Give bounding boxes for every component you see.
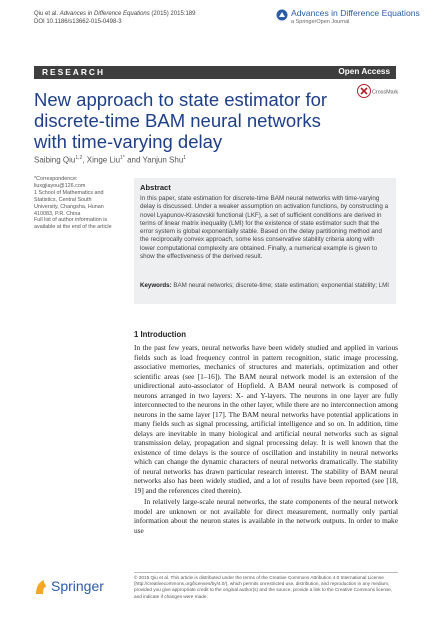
doi-link[interactable]: DOI 10.1186/s13662-015-0498-3 [34, 19, 122, 25]
article-title: New approach to state estimator for discrete-time BAM neural networks with time-varying delay [34, 89, 328, 152]
author-list [34, 155, 186, 165]
citation-authors: Qiu et al. [34, 11, 60, 17]
article-type-label: RESEARCH [42, 67, 105, 77]
crossmark-label: CrossMark [372, 89, 399, 96]
license-note: © 2015 Qiu et al. This article is distributed under the terms of the Creative Commons Attribution 4.0 International License (http://creativecommons.org/licenses/by/4.0/), which permits unrestricted use, distribution, and reproduction in any medium, provided you give appropriate credit to the original author(s) and the source, provide a link to the Creative Commons license, and indicate if changes were made. [134, 575, 393, 599]
citation-header [34, 10, 195, 26]
paragraph: In the past few years, neural networks have been widely studied and applied in various fields such as load frequency control in pattern recognition, static image processing, associative memories, mechanics of structures and materials, optimization and other scientific areas (see [1–16]). The BAM neural network model is an extension of the unidirectional auto-associator of Hopfield. A BAM neural network is composed of neurons arranged in two layers: X- and Y-layers. The neurons in one layer are fully interconnected to the neurons in the other layer, while there are no interconnection among neurons in the same layer [17]. The BAM neural networks have potential applications in many fields such as signal processing, artificial intelligence and so on. In addition, time delays are inevitable in many biological and artificial neural networks such as signal transmission delay, propagation and signal processing delay. It is well known that the existence of time delays is the source of oscillation and instability in neural networks which can change the dynamic characters of neural networks dramatically. The stability of neural networks has drawn particular research interest. The stability of BAM neural networks also has been widely studied, and a lot of results have been reported (see [18, 19] and the references cited therein). [134, 343, 398, 495]
author-affil: 1 [183, 155, 187, 161]
springer-wordmark: Springer [51, 578, 104, 594]
author-name[interactable]: , Xinge Liu [82, 155, 121, 165]
correspondence-email[interactable]: liuxgjiayou@126.com [34, 182, 86, 189]
abstract-heading: Abstract [140, 183, 171, 192]
citation-journal: Advances in Difference Equations [59, 11, 150, 17]
journal-title: Advances in Difference Equations [291, 8, 420, 18]
keywords-text: BAM neural networks; discrete-time; state estimation; exponential stability; LMI [171, 282, 389, 289]
article-type-bar [34, 66, 396, 79]
keywords-label: Keywords: [140, 282, 172, 289]
author-affil: 1* [120, 155, 125, 161]
section-heading: 1 Introduction [134, 330, 186, 339]
abstract-box [134, 178, 396, 304]
abstract-text: In this paper, state estimation for discrete-time BAM neural networks with time-varying delay is discussed. Under a weaker assumption on activation functions, by constructing a novel Lyapunov-Krasovskii functional (LKF), a set of sufficient conditions are derived in terms of linear matrix inequality (LMI) for the existence of state estimator such that the error system is global exponentially stable. Based on the delay partitioning method and the reciprocally convex approach, some less conservative stability criteria along with lower computational complexity are obtained. Finally, a numerical example is given to show the effectiveness of the derived result. [140, 195, 389, 261]
open-access-label: Open Access [338, 67, 390, 76]
author-info-note: Full list of author information is available at the end of the article [34, 217, 112, 231]
journal-logo-icon [276, 9, 288, 21]
author-name[interactable]: Saibing Qiu [34, 155, 76, 165]
author-affil: 1,2 [75, 155, 83, 161]
correspondence-notes [34, 176, 114, 231]
springer-horse-icon [34, 579, 48, 595]
paragraph: In relatively large-scale neural networks, the state components of the neural network model are unknown or not available for direct measurement, normally only partial information about the neuron states is available in the network outputs. In order to make use [134, 497, 398, 535]
correspondence-label: *Correspondence: [34, 176, 78, 182]
keywords [140, 282, 390, 290]
crossmark-icon[interactable] [357, 82, 399, 100]
citation-year: (2015) 2015:189 [149, 11, 196, 17]
author-name[interactable]: and Yanjun Shu [124, 155, 184, 165]
journal-subtitle: a SpringerOpen Journal [291, 19, 350, 25]
body-text [134, 343, 398, 537]
affiliation-note: 1 School of Mathematics and Statistics, Central South University, Changsha, Hunan 410083, P.R. China [34, 189, 104, 217]
footer-divider [134, 572, 398, 573]
